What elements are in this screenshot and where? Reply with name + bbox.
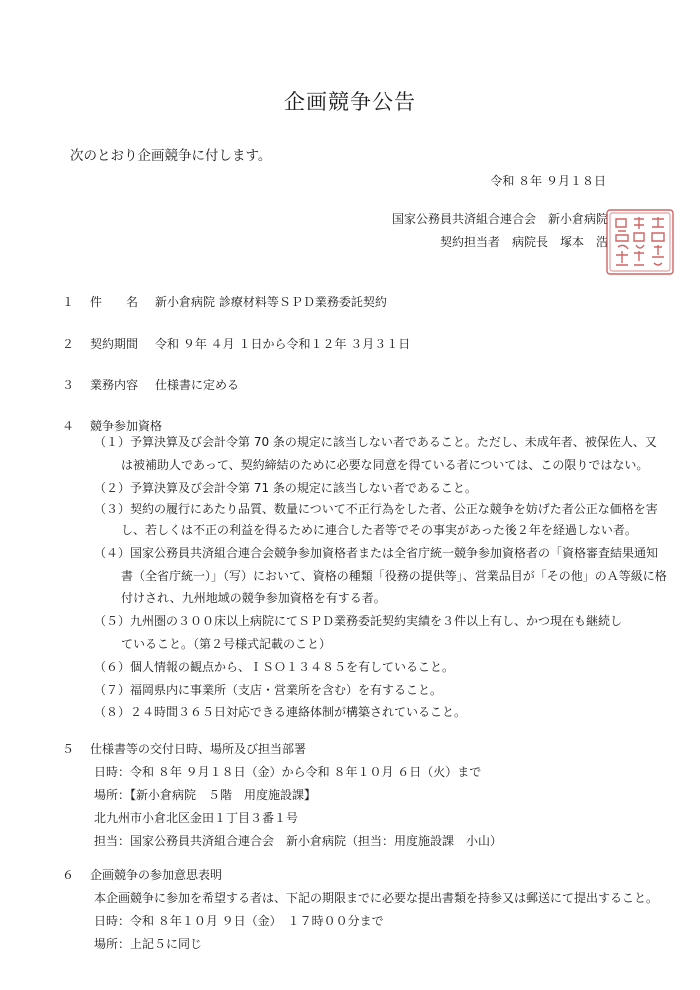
- section-label: 業務内容: [90, 378, 139, 392]
- qualification-line: は被補助人であって、契約締結のために必要な同意を得ている者については、この限りではない。: [121, 458, 649, 472]
- qualification-line: （７）福岡県内に事業所（支店・営業所を含む）を有すること。: [94, 683, 443, 697]
- participation-line: 本企画競争に参加を希望する者は、下記の期限までに必要な提出書類を持参又は郵送にて提出すること。: [94, 891, 659, 905]
- section-heading: 仕様書等の交付日時、場所及び担当部署: [90, 742, 307, 756]
- issuer-representative: 契約担当者 病院長 塚本 浩: [439, 235, 608, 249]
- section-number: ２: [62, 337, 75, 351]
- section-label: 契約期間: [90, 337, 139, 351]
- section-3: [62, 376, 239, 393]
- section-heading: 企画競争の参加意思表明: [90, 868, 223, 882]
- qualification-line: （５）九州圏の３００床以上病院にてＳＰＤ業務委託契約実績を３件以上有し、かつ現在も継続し: [94, 614, 623, 628]
- qualification-line: ていること。（第２号様式記載のこと）: [121, 637, 332, 651]
- intro-text: 次のとおり企画競争に付します。: [70, 148, 272, 164]
- qualification-line: （２）予算決算及び会計令第 71 条の規定に該当しない者であること。: [94, 481, 477, 495]
- section-5-heading: [62, 740, 306, 757]
- section-number: １: [62, 295, 75, 309]
- section-2: [62, 335, 410, 352]
- official-seal-icon: [604, 207, 676, 277]
- distribution-line: 担当：国家公務員共済組合連合会 新小倉病院（担当：用度施設課 小山）: [94, 834, 503, 848]
- section-number: ４: [62, 419, 75, 433]
- section-6-heading: [62, 866, 222, 883]
- section-text: 令和 ９年 ４月 １日から令和１２年 ３月３１日: [155, 337, 411, 351]
- distribution-line: 場所：【新小倉病院 ５階 用度施設課】: [94, 788, 317, 802]
- section-text: 仕様書に定める: [155, 378, 240, 392]
- section-number: ３: [62, 378, 75, 392]
- qualification-line: 付けされ、九州地域の競争参加資格を有する者。: [121, 591, 386, 605]
- section-heading: 競争参加資格: [90, 419, 163, 433]
- section-4-heading: [62, 417, 162, 434]
- document-title: 企画競争公告: [284, 90, 416, 114]
- section-number: ６: [62, 868, 75, 882]
- distribution-line: 北九州市小倉北区金田１丁目３番１号: [94, 811, 299, 825]
- issue-date: 令和 ８年 ９月１８日: [490, 174, 606, 188]
- section-label: 件 名: [90, 295, 139, 309]
- section-text: 新小倉病院 診療材料等ＳＰＤ業務委託契約: [155, 295, 387, 309]
- qualification-line: （１）予算決算及び会計令第 70 条の規定に該当しない者であること。ただし、未成年者、被保佐人、又: [94, 435, 657, 449]
- section-number: ５: [62, 742, 75, 756]
- qualification-line: し、若しくは不正の利益を得るために連合した者等でその事実があった後２年を経過しない者。: [121, 523, 637, 537]
- distribution-line: 日時：令和 ８年 ９月１８日（金）から令和 ８年１０月 ６日（火）まで: [94, 765, 482, 779]
- qualification-line: （３）契約の履行にあたり品質、数量について不正行為をした者、公正な競争を妨げた者公正な価格を害: [94, 502, 658, 516]
- qualification-line: （４）国家公務員共済組合連合会競争参加資格者または全省庁統一競争参加資格者の「資格審査結果通知: [94, 546, 659, 560]
- qualification-line: 書（全省庁統一）」（写）において、資格の種類「役務の提供等」、営業品目が「その他」のＡ等級に格: [121, 569, 667, 583]
- qualification-line: （６）個人情報の観点から、ＩＳＯ１３４８５を有していること。: [94, 660, 455, 674]
- issuer-organization: 国家公務員共済組合連合会 新小倉病院: [391, 212, 608, 226]
- participation-line: 場所：上記５に同じ: [94, 937, 203, 951]
- qualification-line: （８）２４時間３６５日対応できる連絡体制が構築されていること。: [94, 705, 467, 719]
- section-1: [62, 293, 387, 310]
- participation-line: 日時：令和 ８年１０月 ９日（金） １７時００分まで: [94, 914, 384, 928]
